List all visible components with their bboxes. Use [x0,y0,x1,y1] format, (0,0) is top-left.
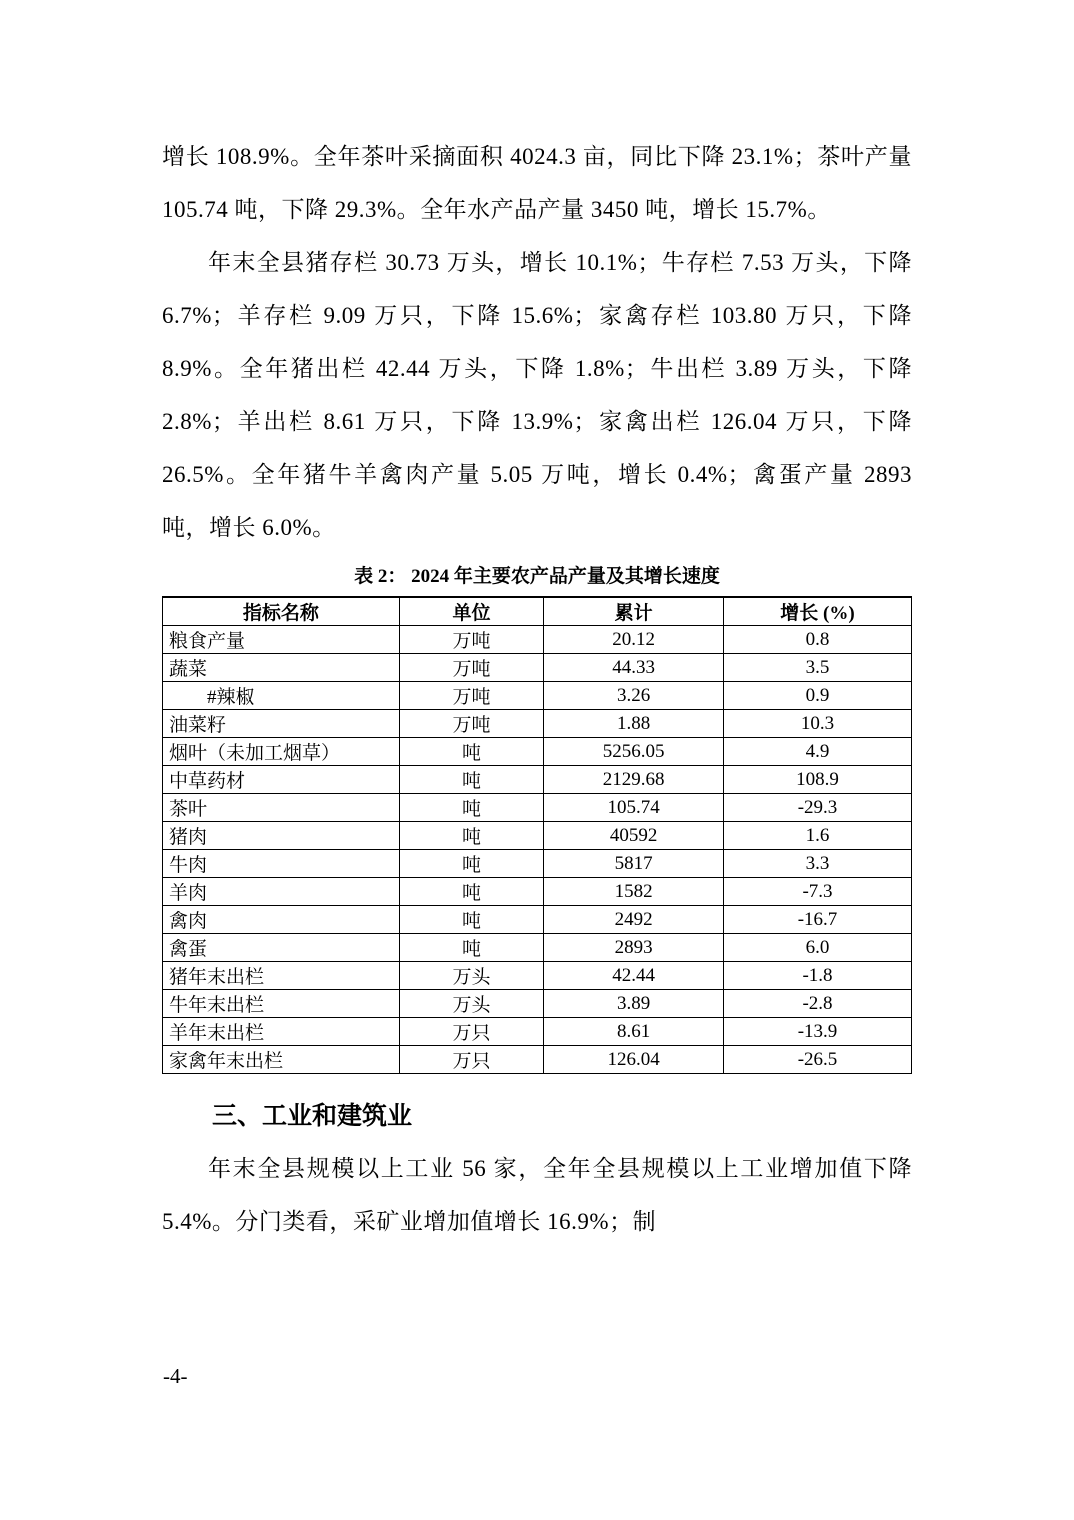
value-cell: 8.61 [544,1018,724,1046]
value-cell: 吨 [399,766,544,794]
indicator-cell: 牛肉 [163,850,400,878]
indicator-cell: 中草药材 [163,766,400,794]
value-cell: 44.33 [544,654,724,682]
value-cell: 1582 [544,878,724,906]
value-cell: 3.5 [723,654,911,682]
indicator-cell: 蔬菜 [163,654,400,682]
value-cell: 108.9 [723,766,911,794]
value-cell: 6.0 [723,934,911,962]
value-cell: 万吨 [399,654,544,682]
table-row [163,1018,912,1046]
value-cell: 5256.05 [544,738,724,766]
value-cell: 万吨 [399,626,544,654]
agricultural-products-table [162,596,912,1074]
indicator-cell: 粮食产量 [163,626,400,654]
value-cell: 吨 [399,906,544,934]
paragraph-industry: 年末全县规模以上工业 56 家，全年全县规模以上工业增加值下降 5.4%。分门类看，采矿业增加值增长 16.9%；制 [162,1156,912,1234]
table-row [163,990,912,1018]
table-row [163,626,912,654]
value-cell: 40592 [544,822,724,850]
value-cell: 吨 [399,850,544,878]
value-cell: -1.8 [723,962,911,990]
table-row [163,906,912,934]
table-row [163,710,912,738]
table-header-growth: 增长 (%) [723,597,911,626]
value-cell: -13.9 [723,1018,911,1046]
value-cell: -29.3 [723,794,911,822]
table-header-indicator: 指标名称 [163,597,400,626]
table-row [163,962,912,990]
table-row [163,934,912,962]
indicator-cell: 猪年末出栏 [163,962,400,990]
value-cell: 吨 [399,822,544,850]
indicator-cell: 烟叶（未加工烟草） [163,738,400,766]
table-row [163,1046,912,1074]
value-cell: 3.26 [544,682,724,710]
indicator-cell: #辣椒 [163,682,400,710]
table-header [163,597,912,626]
indicator-cell: 羊年末出栏 [163,1018,400,1046]
value-cell: 万吨 [399,710,544,738]
indicator-cell: 禽蛋 [163,934,400,962]
table-row [163,794,912,822]
value-cell: 3.3 [723,850,911,878]
indicator-cell: 油菜籽 [163,710,400,738]
table-row [163,878,912,906]
table-header-cumulative: 累计 [544,597,724,626]
indicator-cell: 茶叶 [163,794,400,822]
value-cell: 3.89 [544,990,724,1018]
indicator-cell: 猪肉 [163,822,400,850]
table-header-row [163,597,912,626]
table-row [163,850,912,878]
indicator-cell: 牛年末出栏 [163,990,400,1018]
value-cell: -2.8 [723,990,911,1018]
paragraph-continuation: 增长 108.9%。全年茶叶采摘面积 4024.3 亩，同比下降 23.1%；茶叶产量 105.74 吨，下降 29.3%。全年水产品产量 3450 吨，增长 15.7%。 [162,144,912,222]
value-cell: 吨 [399,794,544,822]
value-cell: -16.7 [723,906,911,934]
indicator-cell: 禽肉 [163,906,400,934]
value-cell: 万头 [399,962,544,990]
page-number: -4- [163,1364,188,1388]
value-cell: 万只 [399,1046,544,1074]
value-cell: 2893 [544,934,724,962]
value-cell: 2492 [544,906,724,934]
indicator-cell: 羊肉 [163,878,400,906]
section-heading-industry: 三、工业和建筑业 [212,1102,413,1130]
value-cell: -7.3 [723,878,911,906]
table-row [163,654,912,682]
value-cell: 20.12 [544,626,724,654]
table-body [163,626,912,1074]
value-cell: 万只 [399,1018,544,1046]
table-row [163,738,912,766]
value-cell: 1.6 [723,822,911,850]
table-row [163,682,912,710]
value-cell: 2129.68 [544,766,724,794]
value-cell: 吨 [399,738,544,766]
table-caption: 表 2： 2024 年主要农产品产量及其增长速度 [354,566,720,587]
document-page [162,0,912,1248]
value-cell: 吨 [399,934,544,962]
table-row [163,766,912,794]
value-cell: -26.5 [723,1046,911,1074]
table-row [163,822,912,850]
value-cell: 0.8 [723,626,911,654]
value-cell: 5817 [544,850,724,878]
indicator-cell: 家禽年末出栏 [163,1046,400,1074]
value-cell: 万吨 [399,682,544,710]
paragraph-livestock: 年末全县猪存栏 30.73 万头，增长 10.1%；牛存栏 7.53 万头，下降 6.7%；羊存栏 9.09 万只，下降 15.6%；家禽存栏 103.80 万只，下降 8.9%。全年猪出栏 42.44 万头，下降 1.8%；牛出栏 3.89 万头，下降 2.8%；羊出栏 8.61 万只，下降 13.9%；家禽出栏 126.04 万只，下降 26.5%。全年猪牛羊禽肉产量 5.05 万吨，增长 0.4%；禽蛋产量 2893 吨，增长 6.0%。 [162,250,912,540]
value-cell: 4.9 [723,738,911,766]
value-cell: 吨 [399,878,544,906]
table-header-unit: 单位 [399,597,544,626]
value-cell: 10.3 [723,710,911,738]
value-cell: 105.74 [544,794,724,822]
value-cell: 万头 [399,990,544,1018]
value-cell: 1.88 [544,710,724,738]
value-cell: 0.9 [723,682,911,710]
value-cell: 42.44 [544,962,724,990]
value-cell: 126.04 [544,1046,724,1074]
